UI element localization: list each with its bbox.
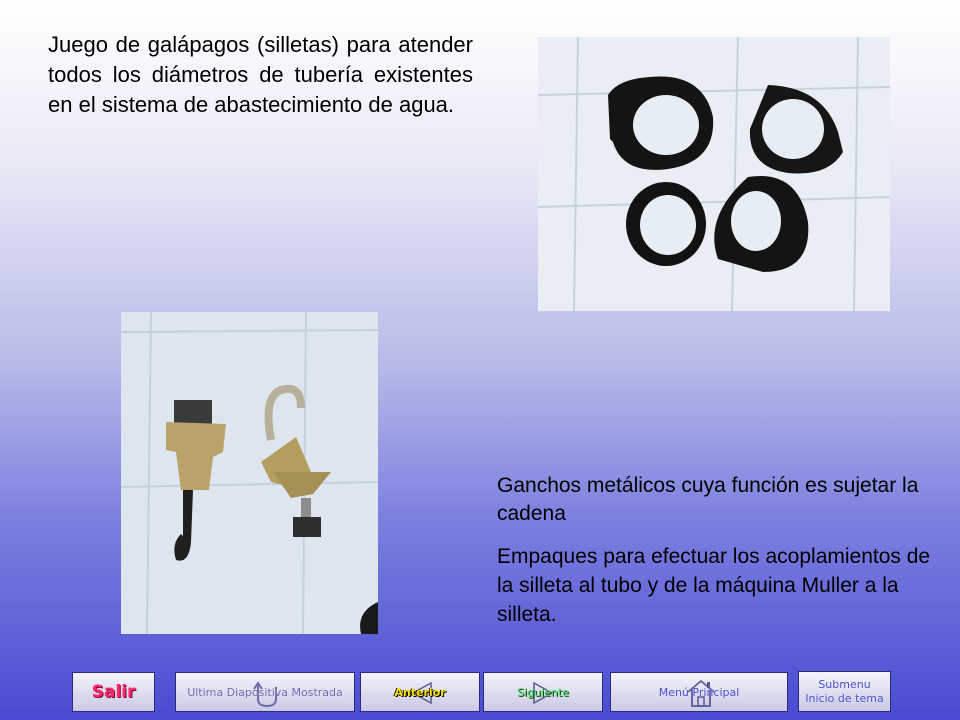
intro-text: Juego de galápagos (silletas) para atender todos los diámetros de tubería existentes en el sistema de abastecimiento de agua. — [48, 32, 473, 117]
submenu-label: Submenu — [818, 677, 871, 691]
previous-button[interactable] — [360, 672, 480, 712]
exit-button[interactable] — [72, 672, 155, 712]
washers-photo — [538, 37, 890, 311]
exit-button-label: Salir — [91, 682, 136, 702]
submenu-button[interactable] — [798, 671, 891, 712]
next-button-label: Siguiente — [517, 685, 569, 699]
topic-start-label: Inicio de tema — [805, 691, 884, 705]
last-viewed-slide-label: Ultima Diapositiva Mostrada — [187, 685, 343, 699]
main-menu-button[interactable] — [610, 672, 788, 712]
gaskets-description: Empaques para efectuar los acoplamientos de la silleta al tubo y de la máquina Muller a la silleta. — [497, 545, 931, 626]
washers-photo-image — [538, 37, 890, 311]
previous-button-label: Anterior — [394, 685, 446, 699]
hooks-photo — [121, 312, 378, 634]
hooks-photo-image — [121, 312, 378, 634]
hooks-description: Ganchos metálicos cuya función es sujetar la cadena — [497, 474, 919, 525]
main-menu-label: Menú Principal — [658, 685, 740, 699]
last-viewed-slide-button[interactable] — [175, 672, 355, 712]
next-button[interactable] — [483, 672, 603, 712]
